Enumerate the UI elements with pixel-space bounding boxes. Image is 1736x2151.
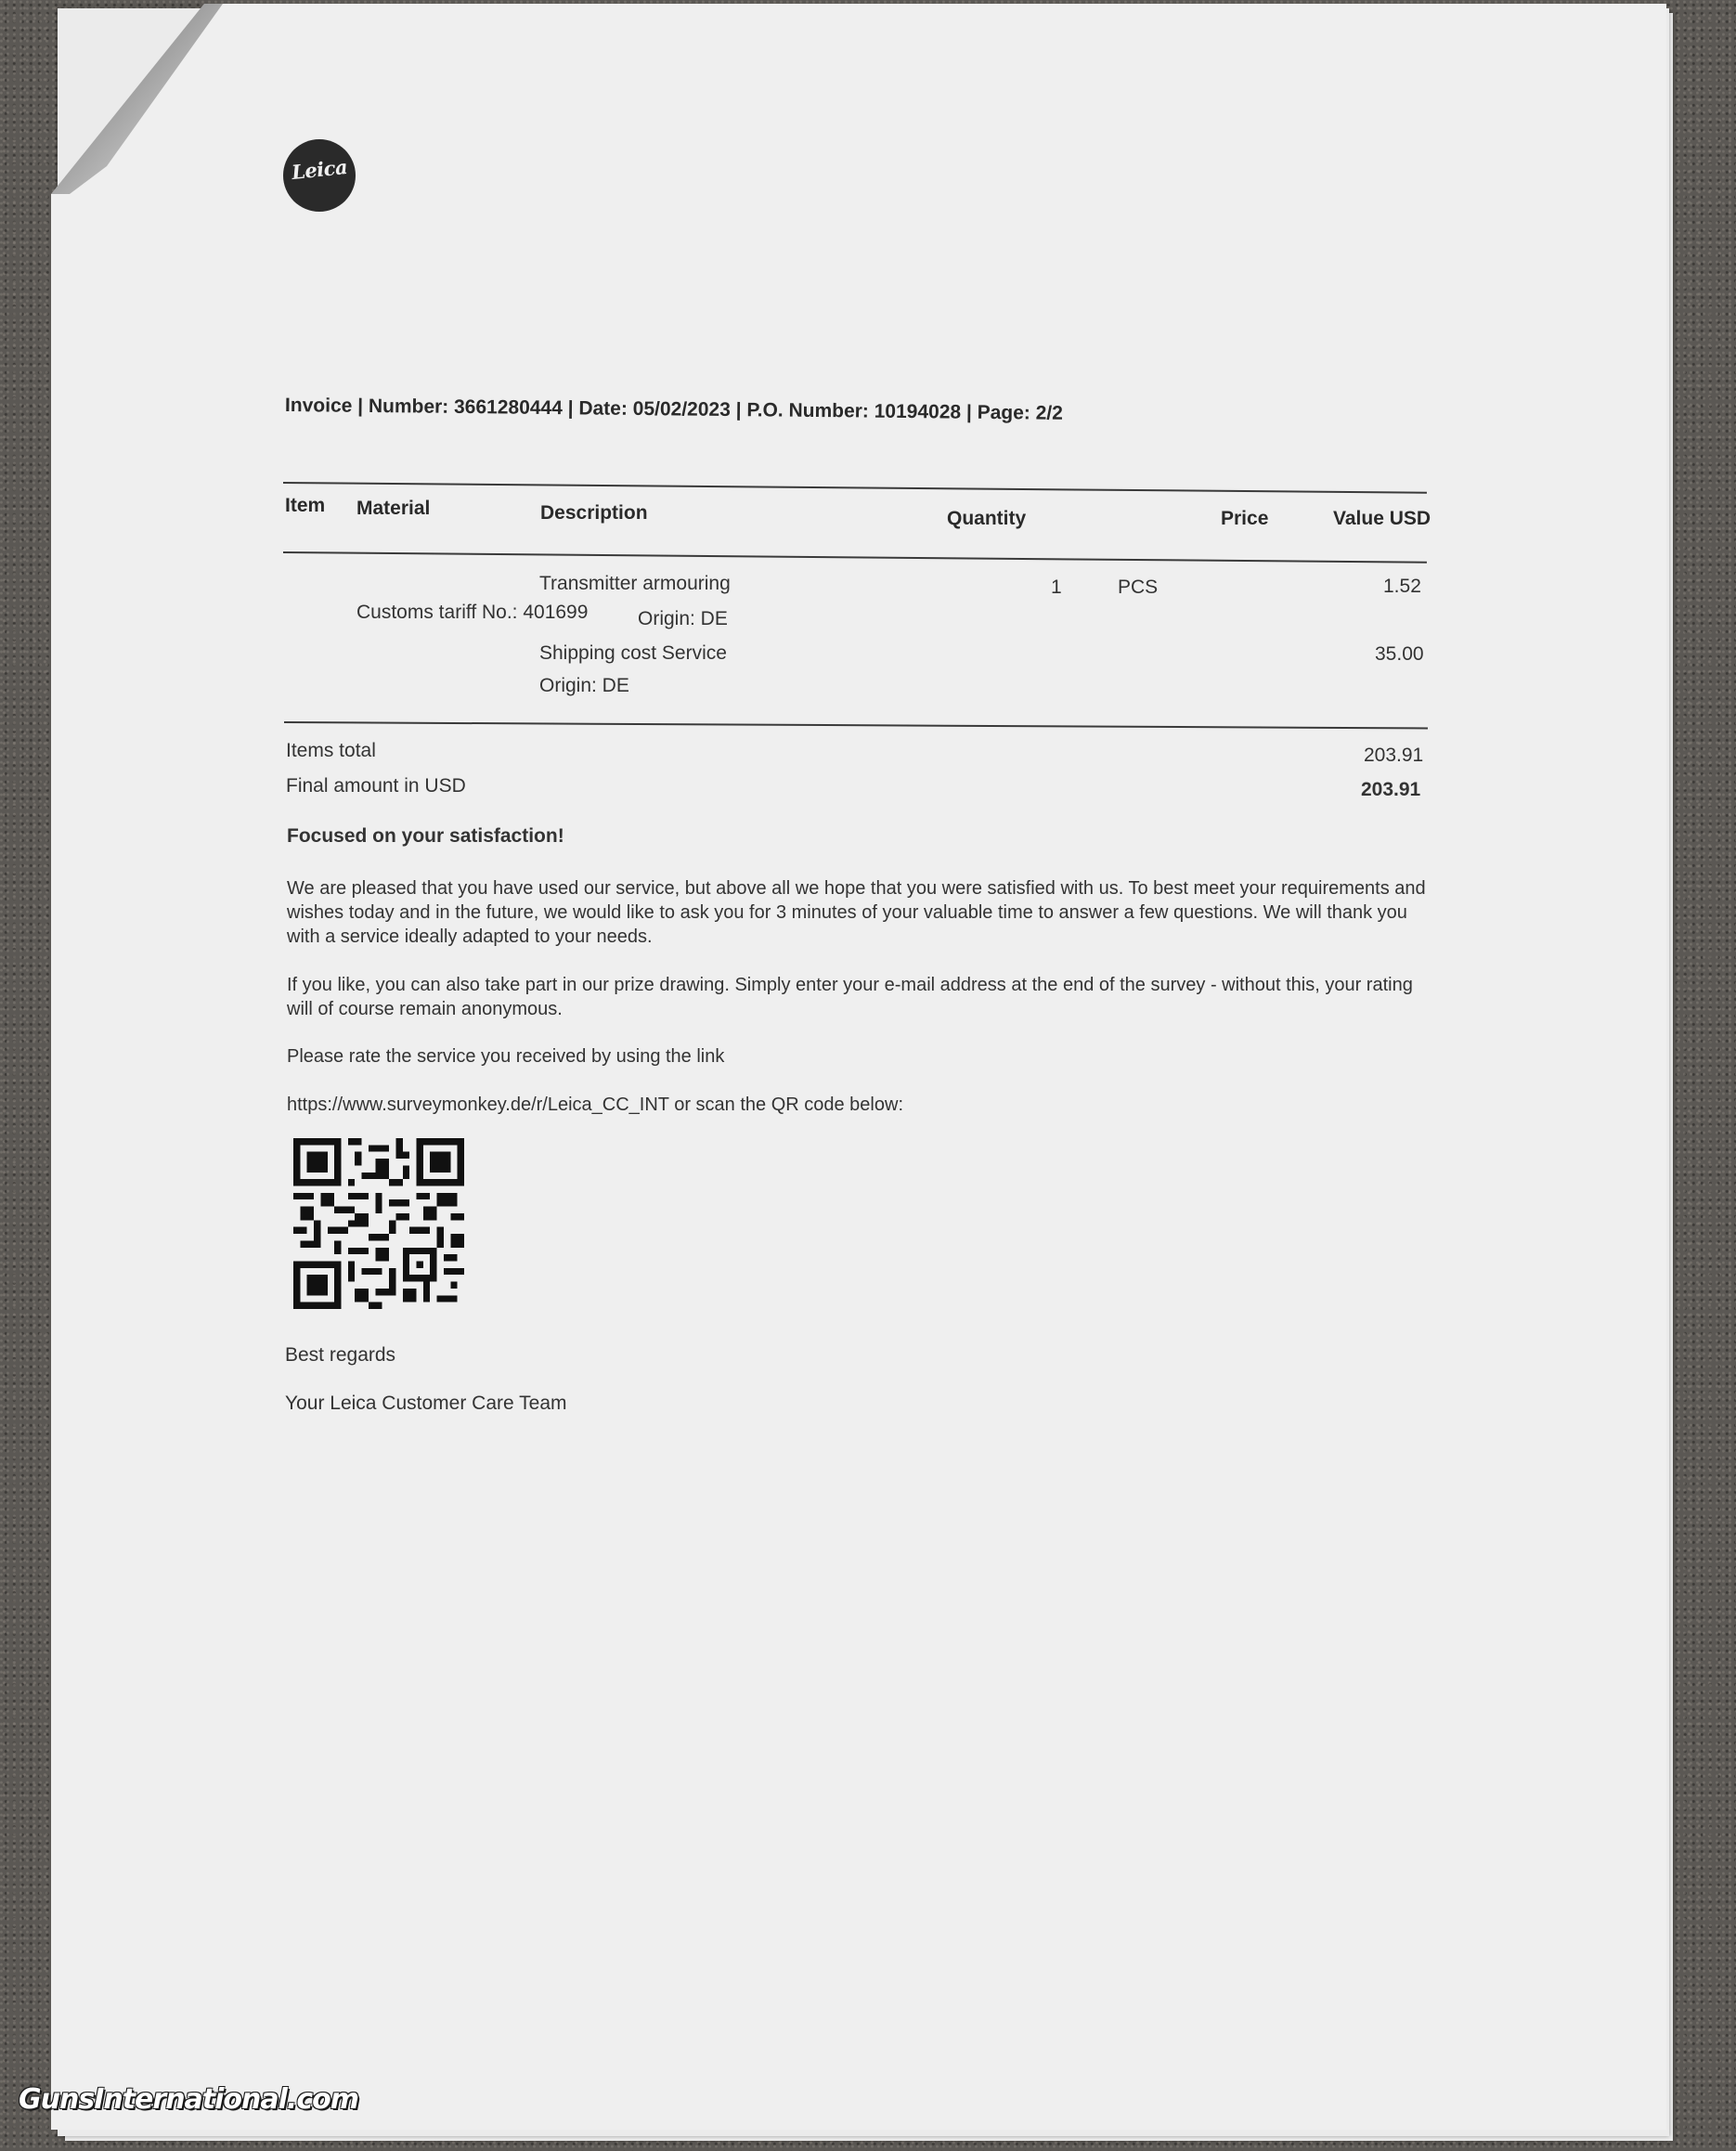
closing-regards: Best regards (285, 1344, 396, 1366)
col-header-item: Item (285, 495, 326, 516)
leica-logo-text: Leica (290, 154, 349, 185)
row1-unit: PCS (1118, 577, 1159, 598)
site-watermark: GunsInternational.com (19, 2083, 358, 2116)
final-amount-value: 203.91 (1361, 779, 1421, 800)
items-total-label: Items total (286, 740, 376, 761)
row2-description: Shipping cost Service (539, 642, 727, 664)
paragraph-rate: Please rate the service you received by using the link (287, 1046, 725, 1067)
paragraph-intro: We are pleased that you have used our service, but above all we hope that you were satisfied with us. To best meet your requirements and wishes today and in the future, we would like to ask you for 3 minutes of your valuable time to answer a few questions. We will thank you with a service ideally adapted to your needs. (287, 878, 1426, 947)
invoice-header: Invoice | Number: 3661280444 | Date: 05/02/2023 | P.O. Number: 10194028 | Page: 2/2 (284, 395, 1064, 424)
row2-value: 35.00 (1375, 643, 1424, 665)
row2-origin: Origin: DE (539, 675, 629, 696)
row1-value: 1.52 (1383, 576, 1421, 597)
items-total-value: 203.91 (1364, 745, 1424, 766)
closing-team: Your Leica Customer Care Team (285, 1393, 567, 1414)
row1-quantity: 1 (1051, 577, 1062, 598)
row1-customs-tariff: Customs tariff No.: 401699 (356, 602, 589, 623)
row1-description: Transmitter armouring (539, 573, 731, 594)
survey-link[interactable]: https://www.surveymonkey.de/r/Leica_CC_INT or scan the QR code below: (287, 1095, 903, 1115)
row1-origin: Origin: DE (638, 608, 728, 629)
col-header-description: Description (540, 502, 648, 524)
col-header-material: Material (356, 498, 431, 519)
paragraph-prize: If you like, you can also take part in our prize drawing. Simply enter your e-mail address at the end of the survey - without this, your rating will of course remain anonymous. (287, 975, 1413, 1019)
col-header-quantity: Quantity (947, 508, 1027, 529)
col-header-price: Price (1221, 508, 1269, 529)
satisfaction-heading: Focused on your satisfaction! (287, 825, 564, 847)
col-header-value: Value USD (1333, 508, 1432, 529)
survey-qr-code[interactable] (293, 1138, 464, 1309)
final-amount-label: Final amount in USD (286, 775, 466, 797)
